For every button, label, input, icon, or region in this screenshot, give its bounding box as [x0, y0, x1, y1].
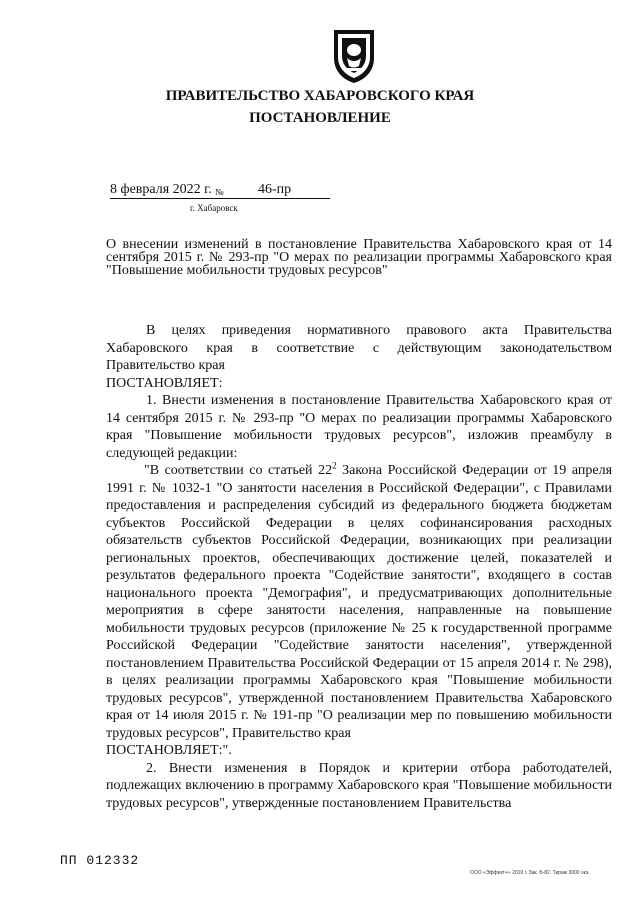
number-label: №: [215, 187, 224, 197]
printer-imprint: ООО «Эффект+» 2019 г. Зак. Б-82. Тираж 3000 экз.: [470, 870, 590, 876]
form-serial-code: ПП 012332: [60, 853, 140, 868]
document-number: 46-пр: [258, 182, 292, 197]
resolves-heading-quoted: ПОСТАНОВЛЯЕТ:".: [106, 743, 232, 758]
preamble-text-rest: Закона Российской Федерации от 19 апреля 1991 г. № 1032-1 "О занятости населения в Российской Федерации", с Правилами предоставления и распределения субсидий из федерального бюджета бюджетам субъектов Российской Федерации в целях софинансирования расходных обязательств субъектов Российской Федерации, возникающих при реализации региональных проектов, обеспечивающих достижение целей, показателей и результатов федерального проекта "Содействие занятости", входящего в состав национального проекта "Демография", и предусматривающих дополнительные мероприятия в сфере занятости населения, направленные на повышение мобильности трудовых ресурсов (приложение № 25 к государственной программе Российской Федерации "Содействие занятости населения", утвержденной постановлением Правительства Российской Федерации от 15 апреля 2014 г. № 298), в целях реализации программы Хабаровского края "Повышение мобильности трудовых ресурсов", утвержденной постановлением Правительства Хабаровского края от 14 июля 2015 г. № 191-пр "О реализации мер по повышению мобильности трудовых ресурсов", Правительство края: [106, 463, 613, 741]
document-date: 8 февраля 2022 г.: [110, 182, 212, 197]
date-number-line: [110, 182, 330, 200]
city-label: г. Хабаровск: [190, 203, 238, 213]
preamble-text-start: "В соответствии со статьей 22: [144, 463, 333, 478]
resolves-heading: ПОСТАНОВЛЯЕТ:: [106, 375, 223, 391]
date-underline: [110, 198, 330, 199]
document-subject: О внесении изменений в постановление Правительства Хабаровского края от 14 сентября 2015 г. № 293-пр "О мерах по реализации программы Хабаровского края "Повышение мобильности трудовых ресурсов": [106, 237, 612, 278]
paragraph-preamble: В целях приведения нормативного правового акта Правительства Хабаровского края в соответствие с действующим законодательством Правительство края: [106, 323, 612, 373]
organization-title: ПРАВИТЕЛЬСТВО ХАБАРОВСКОГО КРАЯ: [165, 88, 475, 104]
article-superscript: 2: [332, 460, 337, 471]
coat-of-arms-emblem: [330, 28, 378, 84]
document-type-title: ПОСТАНОВЛЕНИЕ: [249, 110, 391, 126]
paragraph-item-2: 2. Внести изменения в Порядок и критерии отбора работодателей, подлежащих включению в программу Хабаровского края "Повышение мобильности трудовых ресурсов", утвержденные постановлением Правительства: [106, 760, 612, 811]
paragraph-item-1: 1. Внести изменения в постановление Правительства Хабаровского края от 14 сентября 2015 г. № 293-пр "О мерах по реализации программы Хабаровского края "Повышение мобильности трудовых ресурсов", изложив преамбулу в следующей редакции:: [106, 393, 612, 461]
paragraph-new-preamble: [106, 462, 612, 742]
document-body: [106, 322, 612, 812]
